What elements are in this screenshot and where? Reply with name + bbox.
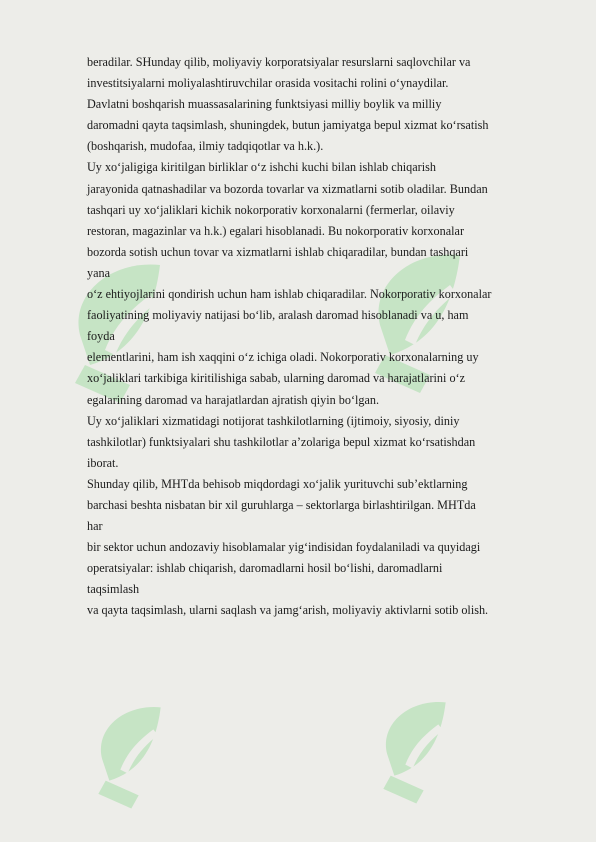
text-line: o‘z ehtiyojlarini qondirish uchun ham ishlab chiqaradilar. Nokorporativ korxonalar — [87, 287, 492, 302]
text-line: restoran, magazinlar va h.k.) egalari hisoblanadi. Bu nokorporativ korxonalar — [87, 223, 465, 238]
text-line: egalarining daromad va harajatlardan ajratish qiyin bo‘lgan. — [87, 392, 380, 407]
text-line: operatsiyalar: ishlab chiqarish, daromadlarni hosil bo‘lishi, daromadlarni — [87, 561, 443, 576]
leaf-shield-logo-watermark — [365, 695, 475, 805]
text-line: faoliyatining moliyaviy natijasi bo‘lib, aralash daromad hisoblanadi va u, ham — [87, 308, 469, 323]
text-line: (boshqarish, mudofaa, ilmiy tadqiqotlar va h.k.). — [87, 139, 324, 154]
text-line: beradilar. SHunday qilib, moliyaviy korporatsiyalar resurslarni saqlovchilar va — [87, 55, 471, 69]
body-text — [87, 52, 567, 622]
text-line: tashqari uy xo‘jaliklari kichik nokorporativ korxonalarni (fermerlar, oilaviy — [87, 202, 455, 217]
text-line: tashkilotlar) funktsiyalari shu tashkilotlar a’zolariga bepul xizmat ko‘rsatishdan — [87, 434, 476, 449]
text-line: yana — [87, 265, 111, 280]
text-line: bir sektor uchun andozaviy hisoblamalar yig‘indisidan foydalaniladi va quyidagi — [87, 540, 481, 555]
text-line: jarayonida qatnashadilar va bozorda tovarlar va xizmatlarni sotib oladilar. Bundan — [87, 181, 488, 196]
text-line: barchasi beshta nisbatan bir xil guruhlarga – sektorlarga birlashtirilgan. MHTda — [87, 497, 476, 512]
leaf-shield-logo-watermark — [80, 700, 190, 810]
text-line: xo‘jaliklari tarkibiga kiritilishiga sabab, ularning daromad va harajatlarini o‘z — [87, 371, 466, 386]
text-line: har — [87, 519, 103, 534]
text-line: Uy xo‘jaliklari xizmatidagi notijorat tashkilotlarning (ijtimoiy, siyosiy, diniy — [87, 413, 460, 428]
text-line: foyda — [87, 329, 115, 344]
text-line: va qayta taqsimlash, ularni saqlash va jamg‘arish, moliyaviy aktivlarni sotib olish. — [87, 603, 489, 618]
text-line: elementlarini, ham ish xaqqini o‘z ichiga oladi. Nokorporativ korxonalarning uy — [87, 350, 479, 365]
text-line: investitsiyalarni moliyalashtiruvchilar orasida vositachi rolini o‘ynaydilar. — [87, 76, 449, 91]
text-line: taqsimlash — [87, 582, 140, 597]
text-line: Shunday qilib, MHTda behisob miqdordagi xo‘jalik yurituvchi sub’ektlarning — [87, 476, 468, 491]
text-line: Davlatni boshqarish muassasalarining funktsiyasi milliy boylik va milliy — [87, 97, 442, 112]
text-line: Uy xo‘jaligiga kiritilgan birliklar o‘z ishchi kuchi bilan ishlab chiqarish — [87, 160, 436, 175]
text-line: bozorda sotish uchun tovar va xizmatlarni ishlab chiqaradilar, bundan tashqari — [87, 244, 469, 259]
text-line: daromadni qayta taqsimlash, shuningdek, butun jamiyatga bepul xizmat ko‘rsatish — [87, 118, 489, 133]
text-line: iborat. — [87, 455, 119, 470]
